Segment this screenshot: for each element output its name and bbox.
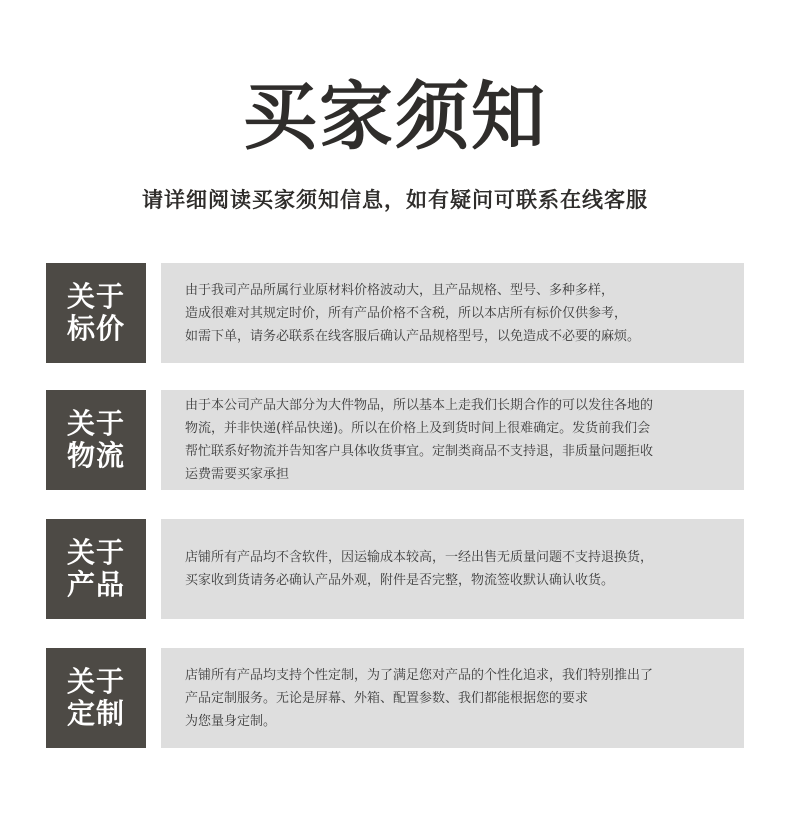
section-label-pricing	[46, 263, 146, 363]
section-product	[46, 519, 744, 619]
content-line: 帮忙联系好物流并告知客户具体收货事宜。定制类商品不支持退，非质量问题拒收	[185, 444, 654, 459]
content-line: 造成很难对其规定时价，所有产品价格不含税，所以本店所有标价仅供参考，	[185, 305, 628, 321]
section-content-pricing	[161, 263, 744, 363]
label-line: 关于	[66, 536, 125, 569]
content-line: 物流，并非快递(样品快递)。所以在价格上及到货时间上很难确定。发货前我们会	[185, 421, 651, 436]
content-line: 由于本公司产品大部分为大件物品，所以基本上走我们长期合作的可以发往各地的	[185, 398, 654, 413]
section-content-customization	[161, 648, 744, 748]
label-line: 产品	[66, 568, 125, 601]
label-line: 关于	[66, 407, 125, 440]
label-line: 关于	[66, 280, 125, 313]
content-line: 买家收到货请务必确认产品外观，附件是否完整，物流签收默认确认收货。	[185, 573, 615, 588]
content-line: 由于我司产品所属行业原材料价格波动大，且产品规格、型号、多种多样，	[185, 282, 615, 298]
content-line: 为您量身定制。	[185, 713, 277, 729]
section-label-logistics	[46, 390, 146, 490]
content-line: 产品定制服务。无论是屏幕、外箱、配置参数、我们都能根据您的要求	[185, 690, 589, 706]
label-line: 物流	[66, 439, 125, 472]
content-line: 店铺所有产品均不含软件，因运输成本较高，一经出售无质量问题不支持退换货，	[185, 550, 654, 565]
section-content-logistics	[161, 390, 744, 490]
section-content-product	[161, 519, 744, 619]
content-line: 运费需要买家承担	[185, 467, 290, 482]
page-title: 买家须知	[243, 74, 547, 160]
section-pricing	[46, 263, 744, 363]
content-line: 店铺所有产品均支持个性定制，为了满足您对产品的个性化追求，我们特别推出了	[185, 667, 654, 683]
section-logistics	[46, 390, 744, 490]
section-label-customization	[46, 648, 146, 748]
label-line: 关于	[66, 665, 125, 698]
page-subtitle: 请详细阅读买家须知信息，如有疑问可联系在线客服	[142, 188, 648, 212]
label-line: 定制	[66, 697, 125, 730]
section-label-product	[46, 519, 146, 619]
content-line: 如需下单，请务必联系在线客服后确认产品规格型号，以免造成不必要的麻烦。	[185, 328, 641, 344]
section-customization	[46, 648, 744, 748]
label-line: 标价	[66, 312, 125, 345]
